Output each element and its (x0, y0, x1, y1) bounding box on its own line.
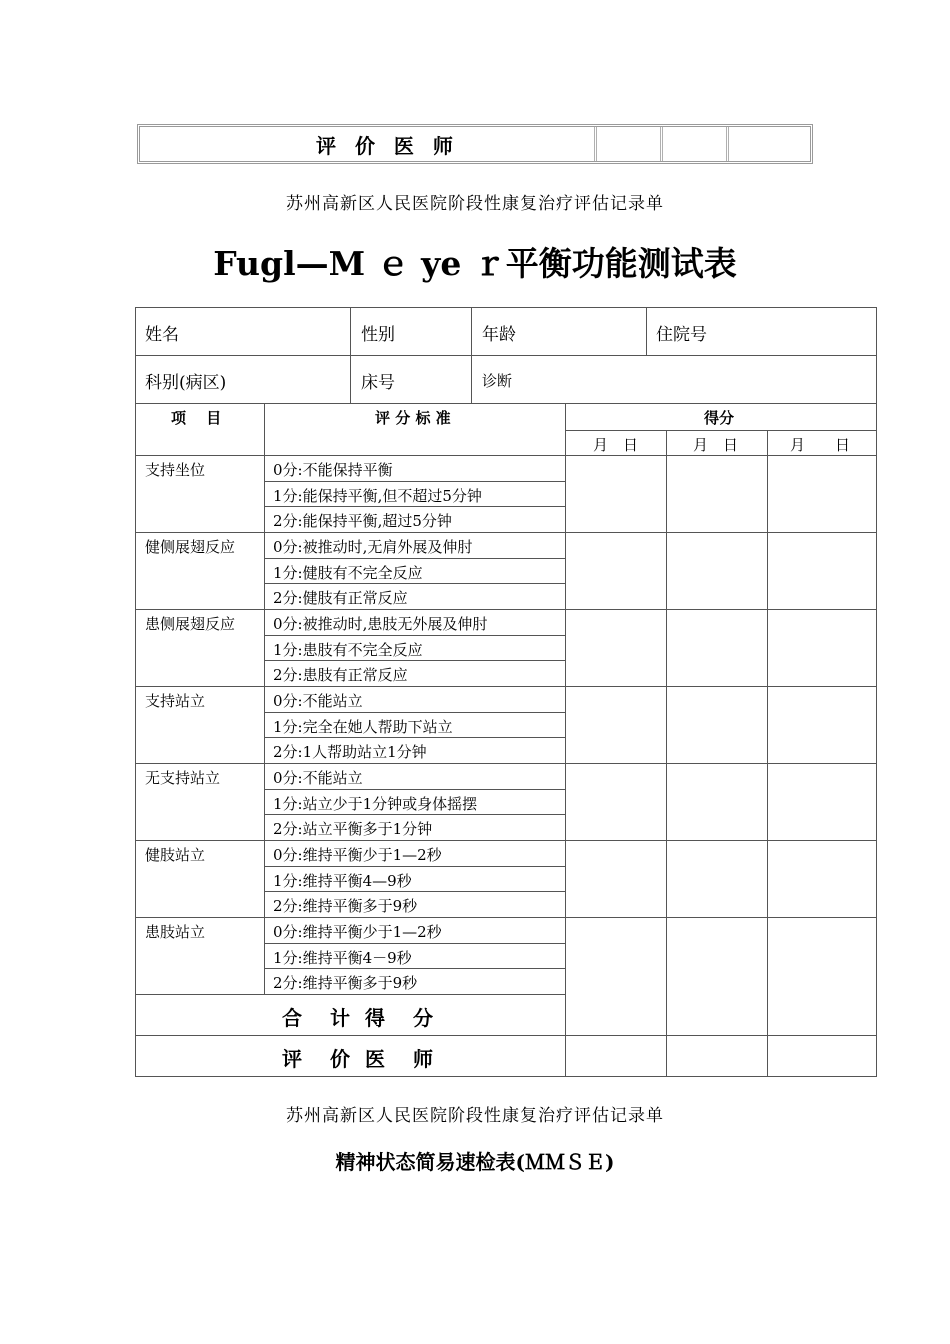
date-header-3: 月 日 (790, 436, 851, 454)
evaluator-cell-2 (663, 127, 729, 161)
table-rule (264, 814, 565, 815)
criteria-text: 1分:维持平衡4—9秒 (273, 872, 412, 890)
table-rule (135, 994, 565, 995)
table-rule (135, 532, 877, 533)
table-rule (135, 840, 877, 841)
total-score-label: 合 计 得 分 (282, 1006, 437, 1030)
table-rule (264, 481, 565, 482)
score-header: 得分 (704, 409, 735, 427)
criteria-text: 2分:健肢有正常反应 (273, 589, 408, 607)
hospital-subtitle: 苏州高新区人民医院阶段性康复治疗评估记录单 (286, 194, 664, 214)
table-rule (135, 609, 877, 610)
evaluator-header-table (137, 124, 813, 164)
table-rule (135, 686, 877, 687)
criteria-text: 0分:不能保持平衡 (273, 461, 393, 479)
item-name: 患肢站立 (145, 923, 206, 941)
department-label: 科别(病区) (145, 373, 227, 393)
criteria-text: 1分:站立少于1分钟或身体摇摆 (273, 795, 478, 813)
hospital-subtitle-2: 苏州高新区人民医院阶段性康复治疗评估记录单 (286, 1106, 664, 1126)
criteria-text: 2分:维持平衡多于9秒 (273, 897, 418, 915)
diagnosis-label: 诊断 (482, 372, 513, 390)
evaluator-row-label: 评 价 医 师 (282, 1047, 437, 1071)
date-header-1: 月 日 (593, 436, 639, 454)
criteria-text: 2分:维持平衡多于9秒 (273, 974, 418, 992)
table-rule (264, 558, 565, 559)
table-rule (350, 307, 351, 403)
table-rule (876, 307, 877, 1077)
criteria-header: 评 分 标 准 (375, 409, 451, 427)
table-rule (264, 506, 565, 507)
table-rule (135, 307, 136, 1077)
table-rule (135, 1076, 877, 1077)
table-rule (264, 660, 565, 661)
table-rule (264, 635, 565, 636)
item-name: 健侧展翅反应 (145, 538, 236, 556)
table-rule (767, 430, 768, 1076)
criteria-text: 0分:被推动时,无肩外展及伸肘 (273, 538, 473, 556)
balance-test-table (135, 307, 877, 1077)
date-header-2: 月 日 (693, 436, 739, 454)
table-rule (264, 866, 565, 867)
table-rule (135, 455, 877, 456)
bed-no-label: 床号 (361, 373, 395, 393)
table-rule (264, 712, 565, 713)
table-rule (264, 737, 565, 738)
criteria-text: 2分:患肢有正常反应 (273, 666, 408, 684)
item-name: 支持坐位 (145, 461, 206, 479)
table-rule (264, 583, 565, 584)
criteria-text: 2分:能保持平衡,超过5分钟 (273, 512, 452, 530)
item-name: 支持站立 (145, 692, 206, 710)
table-rule (646, 307, 647, 355)
criteria-text: 0分:被推动时,患肢无外展及伸肘 (273, 615, 488, 633)
table-rule (666, 430, 667, 1076)
table-rule (264, 968, 565, 969)
table-rule (264, 403, 265, 994)
table-rule (135, 403, 877, 404)
table-rule (565, 430, 877, 431)
table-rule (264, 891, 565, 892)
table-rule (135, 763, 877, 764)
evaluator-label: 评 价 医 师 (140, 127, 597, 161)
criteria-text: 1分:维持平衡4－9秒 (273, 949, 412, 967)
evaluator-cell-3 (729, 127, 810, 161)
table-rule (471, 307, 472, 403)
item-header: 项 目 (171, 409, 222, 427)
criteria-text: 0分:维持平衡少于1—2秒 (273, 923, 442, 941)
table-rule (264, 789, 565, 790)
item-name: 健肢站立 (145, 846, 206, 864)
criteria-text: 2分:1人帮助站立1分钟 (273, 743, 427, 761)
criteria-text: 0分:不能站立 (273, 692, 363, 710)
page-title: Fugl—M ｅ ye ｒ平衡功能测试表 (213, 244, 737, 283)
name-label: 姓名 (145, 325, 179, 345)
item-name: 患侧展翅反应 (145, 615, 236, 633)
item-name: 无支持站立 (145, 769, 221, 787)
table-rule (135, 355, 877, 356)
gender-label: 性别 (361, 325, 395, 345)
mmse-title: 精神状态简易速检表(ＭＭＳＥ) (335, 1150, 615, 1174)
criteria-text: 1分:患肢有不完全反应 (273, 641, 423, 659)
table-rule (135, 1035, 877, 1036)
table-rule (565, 403, 566, 1076)
table-rule (264, 943, 565, 944)
criteria-text: 0分:维持平衡少于1—2秒 (273, 846, 442, 864)
table-rule (135, 917, 877, 918)
criteria-text: 1分:完全在她人帮助下站立 (273, 718, 453, 736)
criteria-text: 1分:健肢有不完全反应 (273, 564, 423, 582)
evaluator-cell-1 (597, 127, 663, 161)
inpatient-no-label: 住院号 (656, 325, 707, 345)
criteria-text: 0分:不能站立 (273, 769, 363, 787)
criteria-text: 2分:站立平衡多于1分钟 (273, 820, 433, 838)
age-label: 年龄 (482, 325, 516, 345)
table-rule (135, 307, 877, 308)
criteria-text: 1分:能保持平衡,但不超过5分钟 (273, 487, 482, 505)
